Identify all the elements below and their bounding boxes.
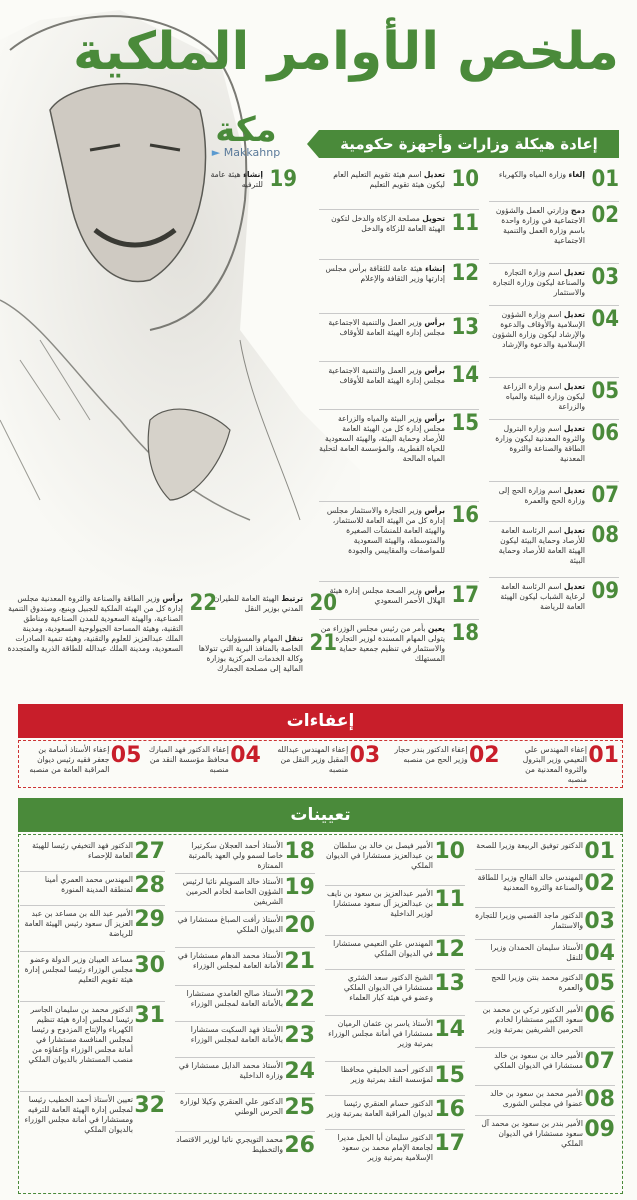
appointment-number: 23: [284, 1023, 315, 1048]
item-keyword: تعديل: [563, 486, 585, 495]
appointment-separator: [175, 1093, 315, 1094]
appointment-text: الدكتور حسام العنقري رئيسا لديوان المراقبة العامة بمرتبة وزير: [326, 1099, 433, 1118]
item-separator: [319, 259, 479, 260]
restructure-item: [489, 524, 619, 580]
appointment-text: الدكتور فهد التخيفي رئيسا للهيئة العامة للإحصاء: [32, 841, 133, 860]
item-description: وزير العمل والتنمية الاجتماعية مجلس إدارة الهيئة العامة للأوقاف: [328, 318, 445, 337]
appointment-separator: [475, 1085, 615, 1086]
item-description: وزير الصحة مجلس إدارة هيئة الهلال الأحمر السعودي: [329, 586, 445, 605]
restructure-item: [489, 484, 619, 524]
appointment-item: [175, 988, 315, 1024]
appointments-column-3: [175, 840, 315, 1192]
appointment-text: الأستاذ رأفت الصباغ مستشارا في الديوان الملكي: [177, 915, 283, 934]
restructure-item: [319, 622, 479, 674]
item-description: اسم وزارة الزراعة ليكون وزارة البيئة والمياه والزراعة: [502, 382, 585, 411]
exemption-text: إعفاء المهندس عبدالله المقبل وزير النقل من منصبه: [277, 745, 349, 774]
appointment-item: [475, 942, 615, 972]
appointment-text: الأستاذ صالح الغامدي مستشارا بالأمانة العامة لمجلس الوزراء: [186, 989, 283, 1008]
item-number: 05: [591, 379, 619, 404]
item-number: 16: [451, 503, 479, 528]
item-number: 18: [451, 621, 479, 646]
appointment-item: [20, 840, 165, 874]
appointment-separator: [475, 869, 615, 870]
item-description: وزارة المياه والكهرباء: [498, 170, 569, 179]
appointment-separator: [475, 939, 615, 940]
appointment-number: 12: [434, 937, 465, 962]
item-text: [319, 414, 445, 464]
appointment-item: [325, 1064, 465, 1098]
appointment-separator: [175, 985, 315, 986]
item-description: هيئة عامة للترفيه: [210, 170, 263, 189]
restructuring-column-1: [489, 168, 619, 668]
item-separator: [319, 619, 479, 620]
appointment-separator: [175, 1057, 315, 1058]
restructure-item: [319, 412, 479, 504]
item-description: وزير البيئة والمياه والزراعة مجلس إدارة كل من الهيئة العامة للأرصاد وحماية البيئة، والهيئة السعودية للحياة الفطرية، والمؤسسة العامة لتحلية المياه المالحة: [319, 414, 445, 463]
appointment-separator: [325, 1095, 465, 1096]
appointment-text: الأمير محمد بن سعود بن خالد عضوا في مجلس الشورى: [490, 1089, 583, 1108]
appointment-separator: [475, 1115, 615, 1116]
appointment-separator: [20, 1001, 165, 1002]
item-description: وزير الطاقة والصناعة والثروة المعدنية مجلس إدارة كل من الهيئة الملكية للجبيل وينبع، وصندوق التنمية الصناعية، والهيئة السعودية للمدن الصناعية ومناطق التقنية، وهيئة المساحة الجيولوجية السعودية، ومدينة الملك عبدالعزيز للعلوم والتقنية، وهيئة تنمية الصادرات السعودية، ومدينة الملك عبدالله للطاقة الذرية والمتجددة: [7, 594, 183, 653]
appointment-separator: [325, 1129, 465, 1130]
exemption-text: إعفاء المهندس علي النعيمي وزير البترول والثروة المعدنية من منصبه: [522, 745, 587, 784]
item-separator: [319, 313, 479, 314]
appointment-item: [20, 1004, 165, 1094]
item-keyword: ترتبط: [281, 594, 303, 603]
appointment-separator: [325, 935, 465, 936]
logo-name: مكة: [215, 110, 277, 150]
appointment-number: 01: [584, 839, 615, 864]
appointment-text: الأستاذ أحمد العجلان سكرتيرا خاصا لسمو ولي العهد بالمرتبة الممتازة: [188, 841, 283, 870]
item-description: الهيئة العامة للطيران المدني بوزير النقل: [213, 594, 303, 613]
appointment-number: 18: [284, 839, 315, 864]
appointment-number: 21: [284, 949, 315, 974]
item-separator: [319, 581, 479, 582]
item-number: 06: [591, 421, 619, 446]
item-description: بأمر من رئيس مجلس الوزراء من يتولى المهام المسندة لوزير التجارة والاستثمار في تنظيم جمعية حماية المستهلك: [320, 624, 445, 663]
appointment-item: [475, 1088, 615, 1118]
restructure-item: [489, 168, 619, 204]
restructure-item: [319, 262, 479, 316]
exemption-item: [504, 744, 619, 786]
exemption-number: 03: [349, 743, 381, 768]
king-portrait-illustration: [0, 0, 360, 600]
appointment-text: الأستاذ فهد السكيت مستشارا بالأمانة العامة لمجلس الوزراء: [190, 1025, 283, 1044]
appointment-text: الدكتور توفيق الربيعة وزيرا للصحة: [476, 841, 583, 850]
appointment-number: 26: [284, 1133, 315, 1158]
item-number: 21: [309, 631, 337, 656]
item-number: 20: [309, 591, 337, 616]
appointment-number: 14: [434, 1017, 465, 1042]
appointment-item: [175, 840, 315, 876]
appointment-item: [325, 972, 465, 1018]
appointment-separator: [325, 969, 465, 970]
appointment-text: الأستاذ سليمان الحمدان وزيرا للنقل: [490, 943, 583, 962]
appointment-separator: [325, 885, 465, 886]
appointment-separator: [175, 1021, 315, 1022]
appointment-text: الأمير عبدالعزيز بن سعود بن نايف بن عبدالعزيز آل سعود مستشارا لوزير الداخلية: [327, 889, 433, 918]
appointment-separator: [475, 1001, 615, 1002]
exemption-item: [265, 744, 380, 786]
appointment-number: 28: [134, 873, 165, 898]
appointment-item: [475, 840, 615, 872]
item-text: [319, 264, 445, 284]
item-text: [489, 310, 585, 350]
appointment-item: [325, 1098, 465, 1132]
exemption-number: 05: [110, 743, 142, 768]
restructuring-column-3b: [197, 592, 337, 692]
item-keyword: يعين: [427, 624, 445, 633]
exemption-item: [145, 744, 260, 786]
twitter-handle: [186, 147, 306, 159]
appointment-number: 27: [134, 839, 165, 864]
appointment-number: 19: [284, 875, 315, 900]
appointment-separator: [175, 1131, 315, 1132]
appointment-number: 32: [134, 1093, 165, 1118]
item-text: [489, 170, 585, 180]
appointment-item: [475, 1050, 615, 1088]
appointment-number: 11: [434, 887, 465, 912]
item-separator: [319, 409, 479, 410]
item-keyword: برأس: [424, 366, 445, 375]
appointment-number: 15: [434, 1063, 465, 1088]
appointment-item: [475, 910, 615, 942]
restructure-item: [197, 592, 337, 632]
appointments-column-1: [475, 840, 615, 1192]
item-number: 15: [451, 411, 479, 436]
item-keyword: تعديل: [563, 268, 585, 277]
item-number: 13: [451, 315, 479, 340]
item-number: 14: [451, 363, 479, 388]
appointment-separator: [175, 947, 315, 948]
item-text: [319, 366, 445, 386]
appointment-item: [20, 954, 165, 1004]
item-description: وزارتي العمل والشؤون الاجتماعية في وزارة واحدة باسم وزارة العمل والتنمية الاجتماعية: [495, 206, 585, 245]
exemption-text: إعفاء الأستاذ أسامة بن جعفر فقيه رئيس ديوان المراقبة العامة من منصبه: [29, 745, 110, 774]
item-description: اسم وزارة الشؤون الإسلامية والأوقاف والدعوة والإرشاد ليكون وزارة الشؤون الإسلامية والدعوة والإرشاد: [492, 310, 585, 349]
restructuring-column-2: [319, 168, 479, 688]
appointment-item: [20, 1094, 165, 1154]
restructure-item: [319, 316, 479, 364]
appointment-text: تعيين الأستاذ أحمد الخطيب رئيسا لمجلس إدارة الهيئة العامة للترفيه ومستشارا في أمانة مجلس الوزراء بالديوان الملكي: [24, 1095, 133, 1134]
item-text: [489, 582, 585, 612]
appointment-separator: [20, 871, 165, 872]
logo-handle: Makkahnp: [223, 146, 281, 159]
item-description: اسم الرئاسة العامة لرعاية الشباب ليكون الهيئة العامة للرياضة: [500, 582, 585, 611]
item-separator: [489, 419, 619, 420]
appointment-number: 20: [284, 913, 315, 938]
appointment-item: [175, 914, 315, 950]
appointment-separator: [325, 1061, 465, 1062]
exemption-number: 02: [468, 743, 500, 768]
twitter-bird-icon: ►: [211, 146, 221, 159]
brand-logo: [186, 110, 306, 161]
appointment-text: مساعد العيبان وزير الدولة وعضو مجلس الوزراء رئيسا لمجلس إدارة هيئة تقويم التعليم: [24, 955, 133, 984]
restructure-item: [7, 592, 217, 692]
item-separator: [489, 305, 619, 306]
appointment-number: 06: [584, 1003, 615, 1028]
item-description: وزير العمل والتنمية الاجتماعية مجلس إدارة الهيئة العامة للأوقاف: [328, 366, 445, 385]
appointment-item: [175, 876, 315, 914]
restructure-item: [197, 632, 337, 692]
appointment-separator: [20, 1091, 165, 1092]
appointment-item: [175, 950, 315, 988]
item-keyword: إنشاء: [243, 170, 263, 179]
restructure-item: [489, 580, 619, 630]
item-text: [489, 486, 585, 506]
item-description: اسم وزارة البترول والثروة المعدنية ليكون وزارة الطاقة والصناعة والثروة المعدنية: [495, 424, 585, 463]
item-number: 07: [591, 483, 619, 508]
item-description: مصلحة الزكاة والدخل لتكون الهيئة العامة للزكاة والدخل: [331, 214, 445, 233]
exemption-item: [26, 744, 141, 786]
appointment-separator: [175, 911, 315, 912]
appointment-text: المهندس محمد العمري أمينا لمنطقة المدينة المنورة: [44, 875, 133, 894]
exemption-number: 01: [588, 743, 619, 768]
appointment-number: 16: [434, 1097, 465, 1122]
appointment-item: [20, 874, 165, 908]
item-separator: [319, 209, 479, 210]
item-separator: [489, 577, 619, 578]
restructure-item: [319, 504, 479, 584]
appointment-text: الدكتور محمد بنتن وزيرا للحج والعمرة: [491, 973, 583, 992]
appointment-text: الأستاذ خالد السويلم نائبا لرئيس الشؤون الخاصة لخادم الحرمين الشريفين: [182, 877, 283, 906]
restructure-item: [319, 168, 479, 212]
item-keyword: تعديل: [563, 526, 585, 535]
appointment-item: [175, 1060, 315, 1096]
exemptions-banner: إعفاءات: [18, 704, 623, 738]
appointment-text: الأستاذ محمد الدهام مستشارا في الأمانة العامة لمجلس الوزراء: [177, 951, 283, 970]
appointment-number: 02: [584, 871, 615, 896]
appointment-separator: [475, 1047, 615, 1048]
restructuring-column-3: [197, 168, 297, 228]
item-description: هيئة عامة للثقافة برأس مجلس إدارتها وزير الثقافة والإعلام: [325, 264, 445, 283]
item-text: [319, 586, 445, 606]
appointment-text: الدكتور علي العنقري وكيلا لوزارة الحرس الوطني: [179, 1097, 283, 1116]
appointment-item: [475, 972, 615, 1004]
appointment-separator: [325, 1015, 465, 1016]
restructure-item: [319, 212, 479, 262]
item-text: [489, 526, 585, 566]
appointment-number: 08: [584, 1087, 615, 1112]
appointment-item: [175, 1096, 315, 1134]
item-separator: [489, 521, 619, 522]
item-text: [319, 318, 445, 338]
appointments-banner: تعيينات: [18, 798, 623, 832]
item-keyword: دمج: [570, 206, 585, 215]
appointment-item: [475, 872, 615, 910]
appointment-item: [325, 1132, 465, 1178]
item-number: 01: [591, 167, 619, 192]
appointment-item: [325, 888, 465, 938]
item-number: 11: [451, 211, 479, 236]
item-text: [197, 170, 263, 190]
restructure-item: [489, 308, 619, 380]
item-number: 17: [451, 583, 479, 608]
appointment-number: 04: [584, 941, 615, 966]
item-keyword: برأس: [162, 594, 183, 603]
appointment-number: 03: [584, 909, 615, 934]
item-keyword: إلغاء: [568, 170, 585, 179]
appointment-separator: [475, 969, 615, 970]
item-keyword: برأس: [424, 318, 445, 327]
appointment-item: [325, 1018, 465, 1064]
appointment-text: الأمير عبد الله بن مساعد بن عبد العزيز آل سعود رئيس الهيئة العامة للرياضة: [24, 909, 133, 938]
item-number: 12: [451, 261, 479, 286]
item-text: [489, 268, 585, 298]
restructuring-banner: إعادة هيكلة وزارات وأجهزة حكومية: [319, 130, 619, 158]
appointment-item: [175, 1134, 315, 1172]
appointment-text: الأمير خالد بن سعود بن خالد مستشارا في الديوان الملكي: [493, 1051, 583, 1070]
appointments-column-4: [20, 840, 165, 1192]
item-keyword: تعديل: [423, 170, 445, 179]
appointment-text: المهندس خالد الفالح وزيرا للطاقة والصناعة والثروة المعدنية: [477, 873, 583, 892]
exemption-text: إعفاء الدكتور بندر حجار وزير الحج من منصبه: [394, 745, 468, 764]
item-keyword: تعديل: [563, 382, 585, 391]
restructure-item: [319, 364, 479, 412]
item-text: [319, 170, 445, 190]
restructure-item: [197, 168, 297, 208]
appointment-item: [20, 908, 165, 954]
item-description: المهام والمسؤوليات الخاصة بالمنافذ البرية التي تتولاها وكالة الخدمات المركزية بوزارة المالية إلى مصلحة الجمارك: [198, 634, 303, 673]
item-number: 08: [591, 523, 619, 548]
item-description: اسم وزارة التجارة والصناعة ليكون وزارة التجارة والاستثمار: [492, 268, 585, 297]
appointment-text: الأستاذ محمد الدايل مستشارا في وزارة الداخلية: [178, 1061, 283, 1080]
appointments-column-2: [325, 840, 465, 1192]
appointment-item: [325, 938, 465, 972]
item-number: 03: [591, 265, 619, 290]
appointment-separator: [20, 951, 165, 952]
restructure-item: [489, 266, 619, 308]
item-number: 19: [269, 167, 297, 192]
item-separator: [319, 501, 479, 502]
appointment-text: الشيخ الدكتور سعد الشثري مستشارا في الديوان الملكي وعضو في هيئة كبار العلماء: [343, 973, 433, 1002]
appointment-number: 31: [134, 1003, 165, 1028]
appointment-number: 17: [434, 1131, 465, 1156]
restructure-item: [319, 584, 479, 622]
page-title: ملخص الأوامر الملكية: [72, 22, 619, 82]
appointment-number: 22: [284, 987, 315, 1012]
exemptions-row: [22, 744, 619, 786]
appointment-number: 05: [584, 971, 615, 996]
item-number: 22: [189, 591, 217, 616]
item-separator: [489, 377, 619, 378]
appointment-number: 30: [134, 953, 165, 978]
appointment-item: [325, 840, 465, 888]
appointment-text: الأمير بندر بن سعود بن محمد آل سعود مستشارا في الديوان الملكي: [481, 1119, 583, 1148]
appointment-number: 29: [134, 907, 165, 932]
appointment-number: 09: [584, 1117, 615, 1142]
appointment-separator: [20, 905, 165, 906]
item-number: 09: [591, 579, 619, 604]
item-description: وزير التجارة والاستثمار مجلس إدارة كل من الهيئة العامة للاستثمار، والهيئة العامة للمنشآت الصغيرة والمتوسطة، والهيئة السعودية للمواصفات والمقاييس والجودة: [326, 506, 445, 555]
exemption-item: [384, 744, 499, 786]
item-description: اسم هيئة تقويم التعليم العام ليكون هيئة تقويم التعليم: [333, 170, 445, 189]
appointment-separator: [475, 907, 615, 908]
item-text: [319, 624, 445, 664]
appointment-number: 07: [584, 1049, 615, 1074]
item-separator: [489, 481, 619, 482]
item-separator: [319, 361, 479, 362]
appointment-text: الدكتور محمد بن سليمان الجاسر رئيسا لمجلس إدارة هيئة تنظيم الكهرباء والإنتاج المزدوج و رئيسا لمجلس المنافسة مستشارا في أمانة مجلس الوزراء وإعفاؤه من منصب المستشار بالديوان الملكي: [28, 1005, 133, 1064]
exemption-number: 04: [230, 743, 261, 768]
item-text: [489, 206, 585, 246]
appointment-text: الدكتور سليمان أبا الخيل مديرا لجامعة الإمام محمد بن سعود الإسلامية بمرتبة وزير: [337, 1133, 433, 1162]
item-number: 10: [451, 167, 479, 192]
appointment-item: [175, 1024, 315, 1060]
appointment-item: [475, 1004, 615, 1050]
appointment-item: [475, 1118, 615, 1164]
appointment-text: الدكتور أحمد الخليفي محافظا لمؤسسة النقد بمرتبة وزير: [340, 1065, 433, 1084]
appointment-text: الأمير فيصل بن خالد بن سلطان بن عبدالعزيز مستشارا في الديوان الملكي: [325, 841, 433, 870]
restructure-item: [489, 380, 619, 422]
restructure-item: [489, 204, 619, 266]
item-keyword: تعديل: [563, 310, 585, 319]
item-number: 04: [591, 307, 619, 332]
appointment-text: الأستاذ ياسر بن عثمان الرميان مستشارا في أمانة مجلس الوزراء بمرتبة وزير: [328, 1019, 433, 1048]
item-keyword: برأس: [424, 506, 445, 515]
item-keyword: تعديل: [563, 424, 585, 433]
item-keyword: برأس: [424, 414, 445, 423]
restructuring-column-4: [7, 592, 217, 692]
item-keyword: تعديل: [563, 582, 585, 591]
appointment-number: 10: [434, 839, 465, 864]
item-keyword: إنشاء: [425, 264, 445, 273]
item-description: اسم وزارة الحج إلى وزارة الحج والعمرة: [498, 486, 585, 505]
item-keyword: برأس: [424, 586, 445, 595]
item-text: [489, 382, 585, 412]
appointment-text: المهندس علي النعيمي مستشارا في الديوان الملكي: [333, 939, 433, 958]
item-text: [7, 594, 183, 654]
exemption-text: إعفاء الدكتور فهد المبارك محافظ مؤسسة النقد من منصبه: [148, 745, 229, 774]
item-separator: [489, 201, 619, 202]
item-keyword: تحويل: [422, 214, 445, 223]
item-keyword: تنقل: [284, 634, 303, 643]
appointment-number: 25: [284, 1095, 315, 1120]
appointment-separator: [175, 873, 315, 874]
item-text: [319, 506, 445, 556]
item-text: [319, 214, 445, 234]
item-number: 02: [591, 203, 619, 228]
appointment-number: 13: [434, 971, 465, 996]
restructure-item: [489, 422, 619, 484]
appointment-text: محمد التويجري نائبا لوزير الاقتصاد والتخطيط: [176, 1135, 283, 1154]
appointment-number: 24: [284, 1059, 315, 1084]
appointment-text: الأمير الدكتور تركي بن محمد بن سعود الكبير مستشارا لخادم الحرمين الشريفين بمرتبة وزير: [482, 1005, 583, 1034]
item-text: [489, 424, 585, 464]
appointment-text: الدكتور ماجد القصبي وزيرا للتجارة والاستثمار: [475, 911, 583, 930]
item-description: اسم الرئاسة العامة للأرصاد وحماية البيئة ليكون الهيئة العامة للأرصاد وحماية البيئة: [498, 526, 585, 565]
item-separator: [489, 263, 619, 264]
